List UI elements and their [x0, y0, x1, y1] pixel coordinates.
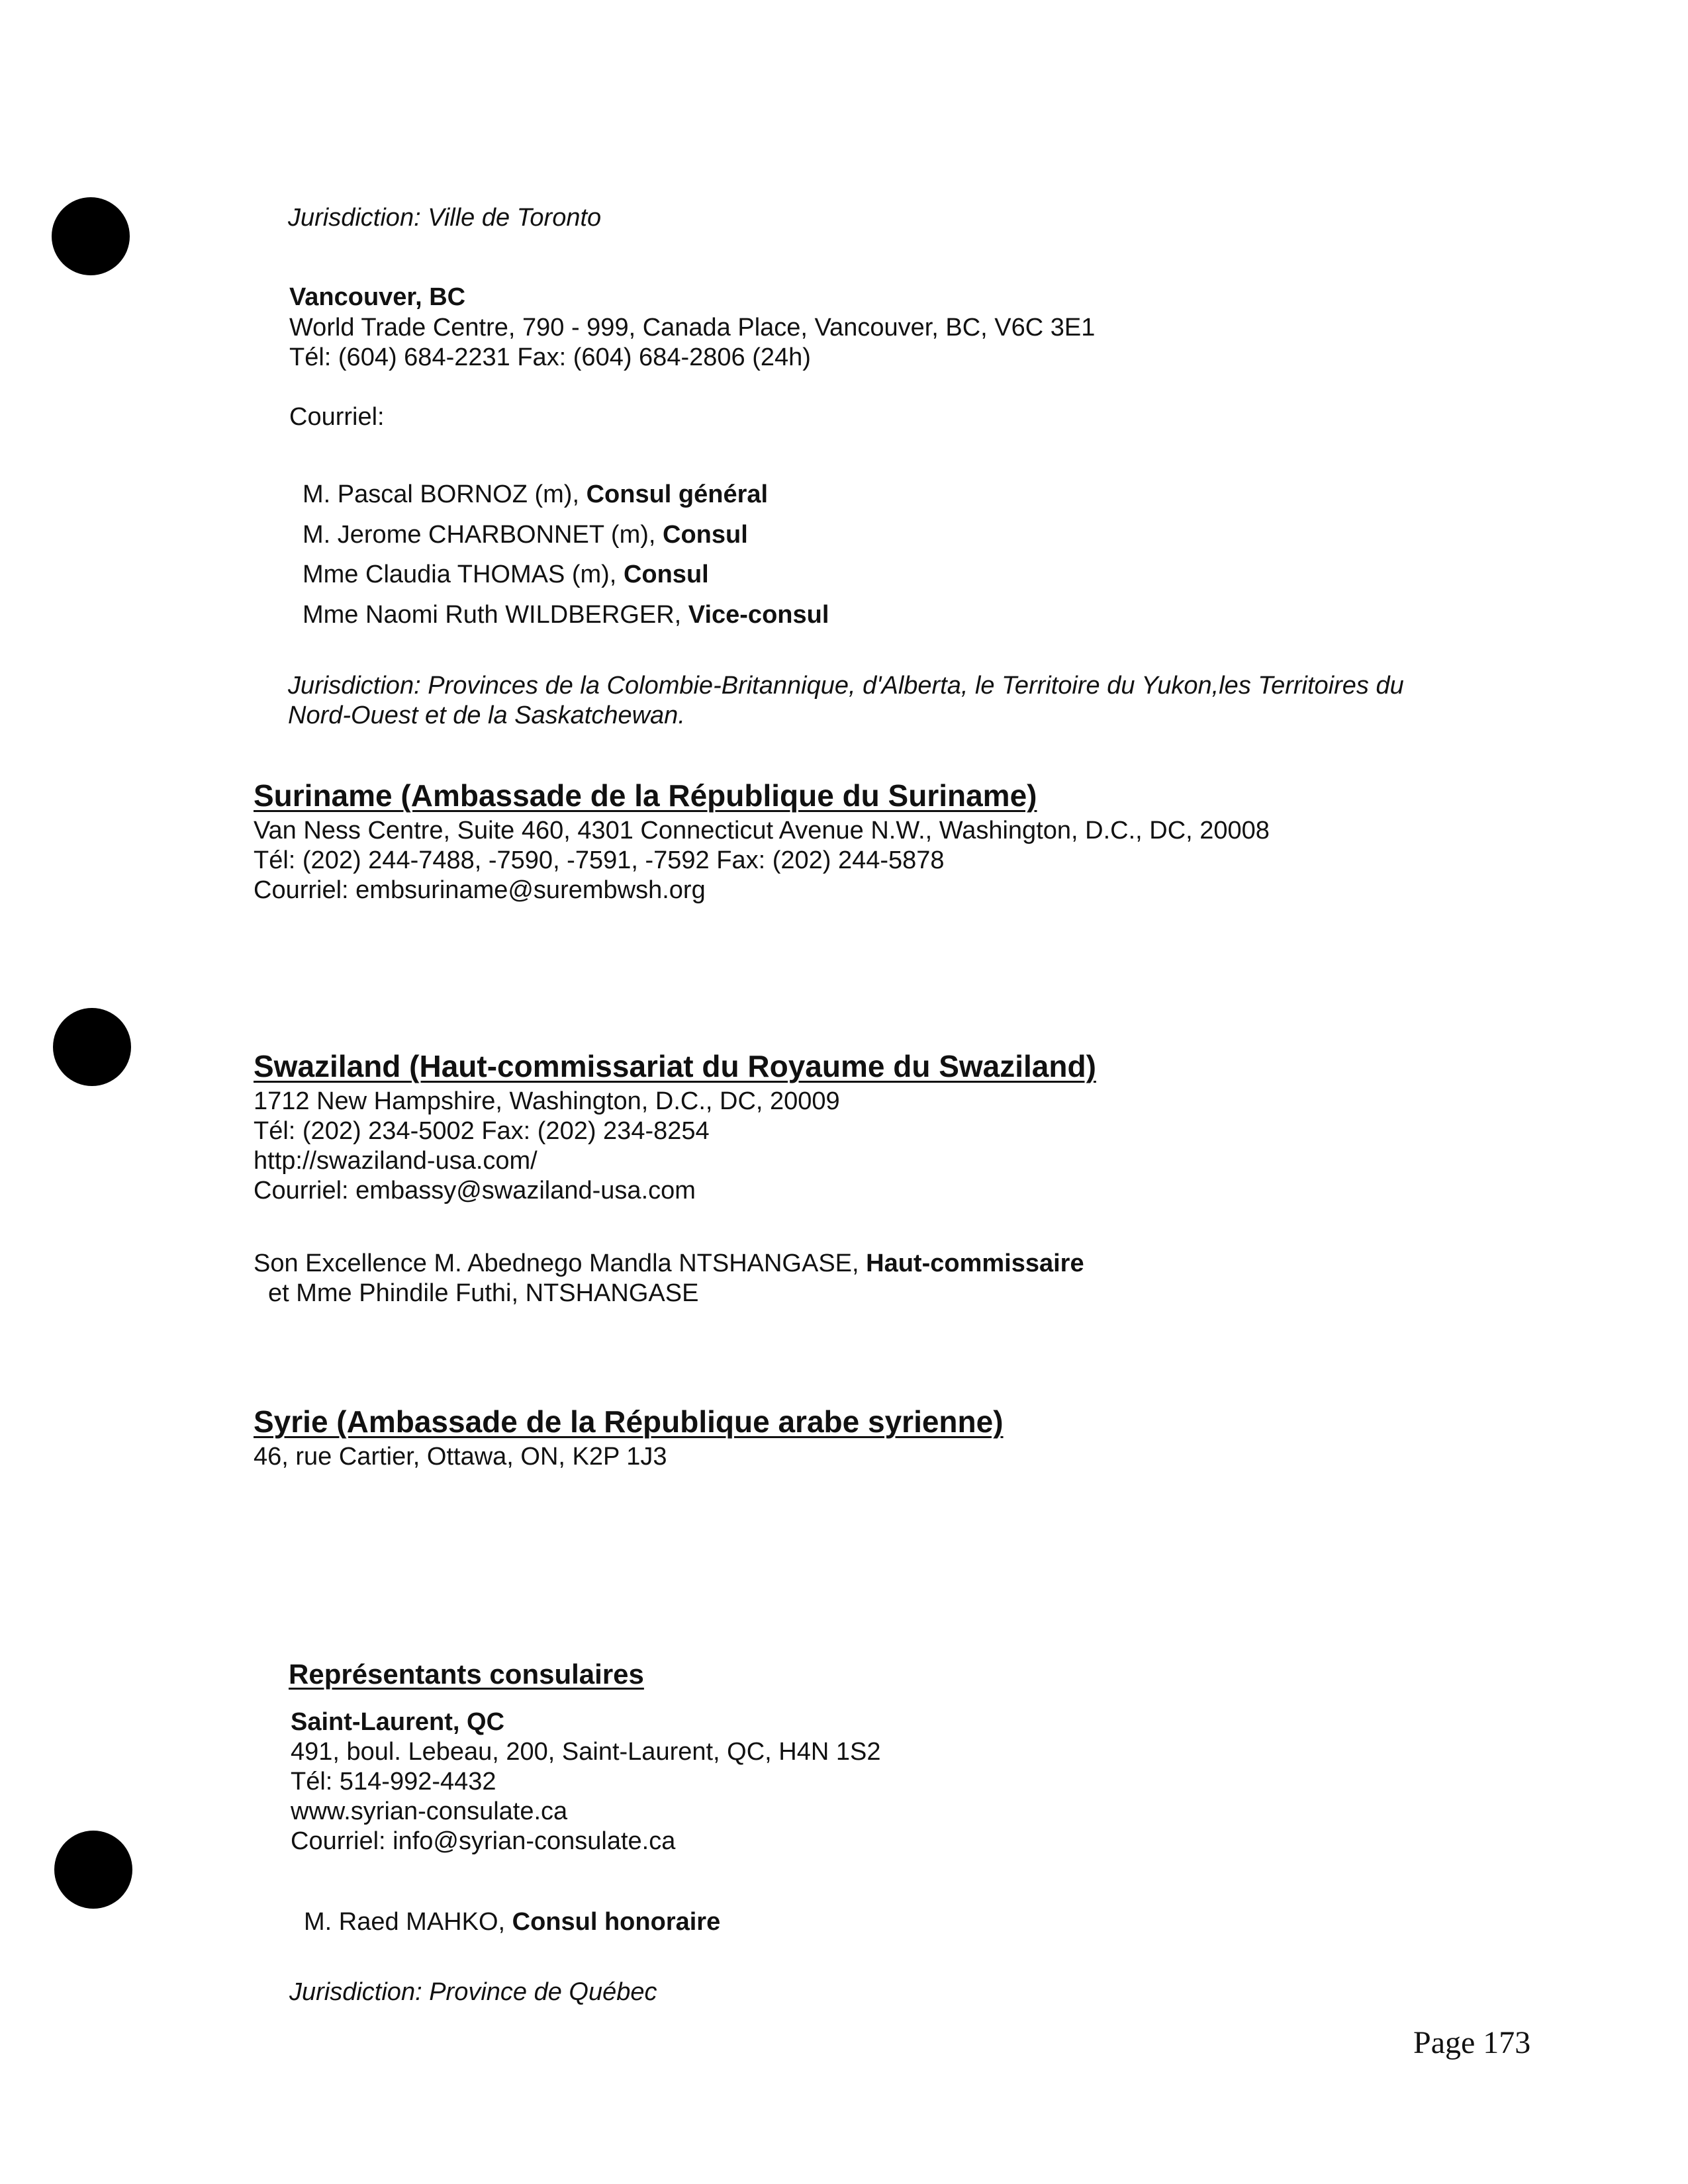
suriname-email: Courriel: embsuriname@surembwsh.org — [254, 876, 706, 904]
swaziland-ambassador — [254, 1248, 1084, 1279]
consul-name: M. Raed MAHKO, — [304, 1908, 512, 1936]
swaziland-web: http://swaziland-usa.com/ — [254, 1147, 538, 1175]
staff-title: Consul — [663, 521, 748, 549]
syrie-jurisdiction: Jurisdiction: Province de Québec — [289, 1978, 657, 2006]
consular-address: 491, boul. Lebeau, 200, Saint-Laurent, QC, H4N 1S2 — [291, 1738, 881, 1766]
consul-title: Consul honoraire — [512, 1908, 721, 1936]
suriname-tel: Tél: (202) 244-7488, -7590, -7591, -7592 Fax: (202) 244-5878 — [254, 846, 945, 874]
staff-name: Mme Claudia THOMAS (m), — [303, 561, 624, 588]
consular-city: Saint-Laurent, QC — [291, 1708, 505, 1736]
suriname-heading: Suriname (Ambassade de la République du Suriname) — [254, 778, 1037, 813]
staff-name: M. Jerome CHARBONNET (m), — [303, 521, 663, 549]
syrie-address: 46, rue Cartier, Ottawa, ON, K2P 1J3 — [254, 1443, 667, 1471]
consular-email: Courriel: info@syrian-consulate.ca — [291, 1827, 676, 1855]
vancouver-address: World Trade Centre, 790 - 999, Canada Place, Vancouver, BC, V6C 3E1 — [289, 314, 1096, 341]
staff-list-item — [303, 520, 748, 550]
toronto-jurisdiction: Jurisdiction: Ville de Toronto — [288, 204, 602, 232]
staff-name: Mme Naomi Ruth WILDBERGER, — [303, 601, 688, 629]
suriname-address: Van Ness Centre, Suite 460, 4301 Connecticut Avenue N.W., Washington, D.C., DC, 20008 — [254, 817, 1270, 844]
consular-web: www.syrian-consulate.ca — [291, 1797, 568, 1825]
staff-title: Consul — [623, 561, 709, 588]
consular-heading: Représentants consulaires — [289, 1659, 644, 1690]
staff-title: Consul général — [586, 480, 769, 508]
syrie-heading: Syrie (Ambassade de la République arabe syrienne) — [254, 1404, 1004, 1439]
staff-list-item — [303, 479, 768, 510]
vancouver-jurisdiction-line2: Nord-Ouest et de la Saskatchewan. — [288, 702, 685, 729]
consular-tel: Tél: 514-992-4432 — [291, 1768, 496, 1796]
swaziland-spouse: et Mme Phindile Futhi, NTSHANGASE — [268, 1279, 699, 1307]
swaziland-heading: Swaziland (Haut-commissariat du Royaume du Swaziland) — [254, 1049, 1096, 1083]
swaziland-address: 1712 New Hampshire, Washington, D.C., DC, 20009 — [254, 1087, 840, 1115]
vancouver-jurisdiction-line1: Jurisdiction: Provinces de la Colombie-Britannique, d'Alberta, le Territoire du Yukon,les Territoires du — [288, 672, 1404, 700]
swaziland-tel: Tél: (202) 234-5002 Fax: (202) 234-8254 — [254, 1117, 710, 1145]
vancouver-tel: Tél: (604) 684-2231 Fax: (604) 684-2806 (24h) — [289, 343, 811, 371]
staff-title: Vice-consul — [688, 601, 829, 629]
staff-name: M. Pascal BORNOZ (m), — [303, 480, 586, 508]
swaziland-email: Courriel: embassy@swaziland-usa.com — [254, 1177, 696, 1205]
punch-hole-top — [52, 197, 130, 275]
staff-list-item — [303, 600, 829, 630]
punch-hole-bottom — [54, 1831, 132, 1909]
vancouver-courriel: Courriel: — [289, 403, 385, 431]
ambassador-title: Haut-commissaire — [866, 1250, 1084, 1277]
vancouver-city: Vancouver, BC — [289, 283, 466, 311]
consul-entry — [304, 1907, 720, 1937]
staff-list-item — [303, 559, 709, 590]
page-number: Page 173 — [1413, 2025, 1531, 2060]
ambassador-name: Son Excellence M. Abednego Mandla NTSHANGASE, — [254, 1250, 867, 1277]
punch-hole-middle — [53, 1008, 131, 1086]
